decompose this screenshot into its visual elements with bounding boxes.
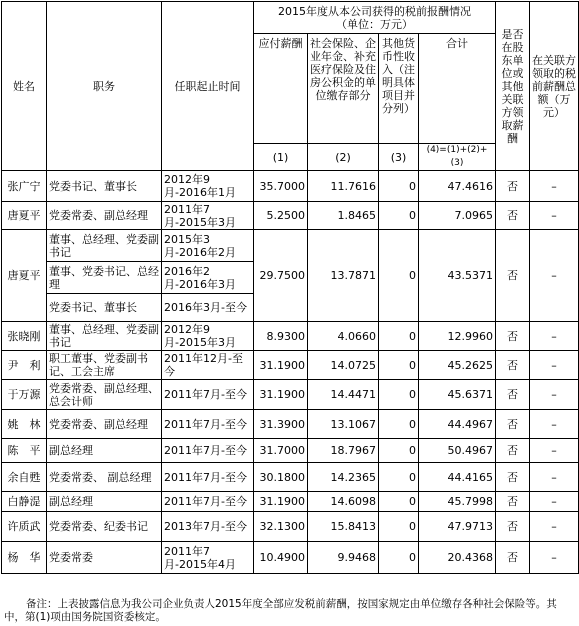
cell-related-total: – xyxy=(530,512,579,542)
cell-total: 47.9713 xyxy=(419,512,496,542)
cell-other: 0 xyxy=(379,171,419,202)
table-note: 备注：上表披露信息为我公司企业负责人2015年度全部应发税前薪酬，按国家规定由单位缴存各种社会保险等。其中，第(1)项由国务院国资委核定。 xyxy=(4,598,557,623)
cell-tenure: 2011年7月-至今 xyxy=(162,410,254,439)
cell-salary: 10.4900 xyxy=(254,542,308,574)
table-row xyxy=(2,380,579,410)
cell-name: 唐夏平 xyxy=(2,230,47,322)
cell-name: 许质武 xyxy=(2,512,47,542)
cell-tenure: 2011年7月-至今 xyxy=(162,492,254,512)
cell-position: 党委常委、副总经理 xyxy=(47,202,162,230)
cell-name: 白静湜 xyxy=(2,492,47,512)
cell-paid-by-related: 否 xyxy=(496,463,530,492)
cell-paid-by-related: 否 xyxy=(496,492,530,512)
table-row xyxy=(2,439,579,463)
cell-salary: 31.3900 xyxy=(254,410,308,439)
cell-salary: 32.1300 xyxy=(254,512,308,542)
cell-salary: 31.1900 xyxy=(254,492,308,512)
cell-other: 0 xyxy=(379,492,419,512)
cell-other: 0 xyxy=(379,230,419,322)
cell-paid-by-related: 否 xyxy=(496,171,530,202)
cell-total: 47.4616 xyxy=(419,171,496,202)
cell-position: 党委常委、副总经理、总会计师 xyxy=(47,380,162,410)
header-index-3: (3) xyxy=(379,144,419,171)
cell-paid-by-related: 否 xyxy=(496,202,530,230)
cell-tenure: 2015年3月-2016年2月 xyxy=(162,230,254,262)
cell-position: 党委常委 xyxy=(47,542,162,574)
cell-name: 于万源 xyxy=(2,380,47,410)
cell-other: 0 xyxy=(379,542,419,574)
header-group-title-line2: （单位：万元） xyxy=(336,17,413,31)
header-name: 姓名 xyxy=(2,2,47,171)
cell-total: 20.4368 xyxy=(419,542,496,574)
cell-total: 7.0965 xyxy=(419,202,496,230)
cell-position: 党委书记、董事长 xyxy=(47,171,162,202)
cell-related-total: – xyxy=(530,439,579,463)
cell-position: 副总经理 xyxy=(47,439,162,463)
cell-social: 14.0725 xyxy=(308,351,379,380)
table-row xyxy=(2,512,579,542)
cell-other: 0 xyxy=(379,463,419,492)
cell-name: 陈 平 xyxy=(2,439,47,463)
table-row xyxy=(2,351,579,380)
cell-related-total: – xyxy=(530,230,579,322)
cell-social: 18.7967 xyxy=(308,439,379,463)
cell-name: 尹 利 xyxy=(2,351,47,380)
cell-other: 0 xyxy=(379,351,419,380)
cell-salary: 35.7000 xyxy=(254,171,308,202)
cell-related-total: – xyxy=(530,492,579,512)
cell-total: 50.4967 xyxy=(419,439,496,463)
cell-tenure: 2011年7月-至今 xyxy=(162,439,254,463)
cell-social: 13.1067 xyxy=(308,410,379,439)
cell-name: 唐夏平 xyxy=(2,202,47,230)
header-group-title-line1: 2015年度从本公司获得的税前报酬情况 xyxy=(278,4,471,18)
cell-paid-by-related: 否 xyxy=(496,512,530,542)
table-row xyxy=(2,492,579,512)
cell-salary: 8.9300 xyxy=(254,322,308,351)
cell-position: 党委常委、副总经理 xyxy=(47,410,162,439)
cell-tenure: 2011年7月-2015年4月 xyxy=(162,542,254,574)
cell-other: 0 xyxy=(379,512,419,542)
cell-related-total: – xyxy=(530,171,579,202)
cell-related-total: – xyxy=(530,202,579,230)
cell-name: 杨 华 xyxy=(2,542,47,574)
cell-position: 董事、党委书记、总经理 xyxy=(47,262,162,294)
header-position: 职务 xyxy=(47,2,162,171)
cell-salary: 31.1900 xyxy=(254,351,308,380)
cell-tenure: 2011年7月-至今 xyxy=(162,380,254,410)
cell-paid-by-related: 否 xyxy=(496,380,530,410)
cell-total: 44.4967 xyxy=(419,410,496,439)
cell-total: 45.7998 xyxy=(419,492,496,512)
cell-tenure: 2012年9月-2015年3月 xyxy=(162,322,254,351)
cell-related-total: – xyxy=(530,380,579,410)
cell-other: 0 xyxy=(379,380,419,410)
cell-related-total: – xyxy=(530,463,579,492)
cell-paid-by-related: 否 xyxy=(496,410,530,439)
cell-position: 党委常委、纪委书记 xyxy=(47,512,162,542)
cell-tenure: 2011年7月-2015年3月 xyxy=(162,202,254,230)
cell-total: 45.6371 xyxy=(419,380,496,410)
table-row xyxy=(2,542,579,574)
header-index-2: (2) xyxy=(308,144,379,171)
cell-name: 姚 林 xyxy=(2,410,47,439)
cell-position: 副总经理 xyxy=(47,492,162,512)
cell-social: 14.6098 xyxy=(308,492,379,512)
cell-related-total: – xyxy=(530,410,579,439)
table-row xyxy=(2,230,579,262)
cell-related-total: – xyxy=(530,542,579,574)
cell-position: 职工董事、党委副书记、工会主席 xyxy=(47,351,162,380)
header-total: 合计 xyxy=(419,34,496,144)
table-row xyxy=(2,322,579,351)
cell-salary: 30.1800 xyxy=(254,463,308,492)
cell-social: 11.7616 xyxy=(308,171,379,202)
cell-tenure: 2013年7月-至今 xyxy=(162,512,254,542)
cell-social: 1.8465 xyxy=(308,202,379,230)
cell-salary: 5.2500 xyxy=(254,202,308,230)
cell-social: 9.9468 xyxy=(308,542,379,574)
cell-total: 44.4165 xyxy=(419,463,496,492)
cell-name: 余自甦 xyxy=(2,463,47,492)
cell-tenure: 2016年3月-至今 xyxy=(162,294,254,322)
cell-salary: 29.7500 xyxy=(254,230,308,322)
compensation-table xyxy=(1,1,579,574)
cell-social: 14.2365 xyxy=(308,463,379,492)
cell-paid-by-related: 否 xyxy=(496,439,530,463)
cell-paid-by-related: 否 xyxy=(496,542,530,574)
cell-paid-by-related: 否 xyxy=(496,322,530,351)
table-row xyxy=(2,463,579,492)
header-salary-payable: 应付薪酬 xyxy=(254,34,308,144)
cell-other: 0 xyxy=(379,202,419,230)
cell-total: 12.9960 xyxy=(419,322,496,351)
header-related-total: 在关联方领取的税前薪酬总额（万元） xyxy=(530,2,579,171)
cell-name: 张晓刚 xyxy=(2,322,47,351)
cell-tenure: 2011年7月-至今 xyxy=(162,463,254,492)
cell-position: 董事、总经理、党委副书记 xyxy=(47,230,162,262)
header-other-income: 其他货币性收入（注明具体项目并分列） xyxy=(379,34,419,144)
header-social-insurance: 社会保险、企业年金、补充医疗保险及住房公积金的单位缴存部分 xyxy=(308,34,379,144)
cell-social: 15.8413 xyxy=(308,512,379,542)
cell-position: 党委常委、 副总经理 xyxy=(47,463,162,492)
cell-total: 43.5371 xyxy=(419,230,496,322)
cell-tenure: 2012年9月-2016年1月 xyxy=(162,171,254,202)
header-group-title xyxy=(254,2,496,34)
cell-tenure: 2016年2月-2016年3月 xyxy=(162,262,254,294)
cell-position: 董事、总经理、党委副书记 xyxy=(47,322,162,351)
cell-salary: 31.7000 xyxy=(254,439,308,463)
cell-related-total: – xyxy=(530,322,579,351)
cell-name: 张广宁 xyxy=(2,171,47,202)
cell-other: 0 xyxy=(379,439,419,463)
header-tenure: 任职起止时间 xyxy=(162,2,254,171)
cell-paid-by-related: 否 xyxy=(496,351,530,380)
cell-tenure: 2011年12月-至今 xyxy=(162,351,254,380)
header-paid-by-related: 是否在股东单位或其他关联方领取薪酬 xyxy=(496,2,530,171)
cell-paid-by-related: 否 xyxy=(496,230,530,322)
cell-total: 45.2625 xyxy=(419,351,496,380)
header-index-1: (1) xyxy=(254,144,308,171)
cell-social: 4.0660 xyxy=(308,322,379,351)
header-index-4: (4)=(1)+(2)+(3) xyxy=(419,144,496,171)
cell-other: 0 xyxy=(379,410,419,439)
table-row xyxy=(2,202,579,230)
cell-position: 党委书记、董事长 xyxy=(47,294,162,322)
cell-social: 13.7871 xyxy=(308,230,379,322)
cell-other: 0 xyxy=(379,322,419,351)
cell-salary: 31.1900 xyxy=(254,380,308,410)
cell-related-total: – xyxy=(530,351,579,380)
table-row xyxy=(2,410,579,439)
table-row xyxy=(2,171,579,202)
cell-social: 14.4471 xyxy=(308,380,379,410)
